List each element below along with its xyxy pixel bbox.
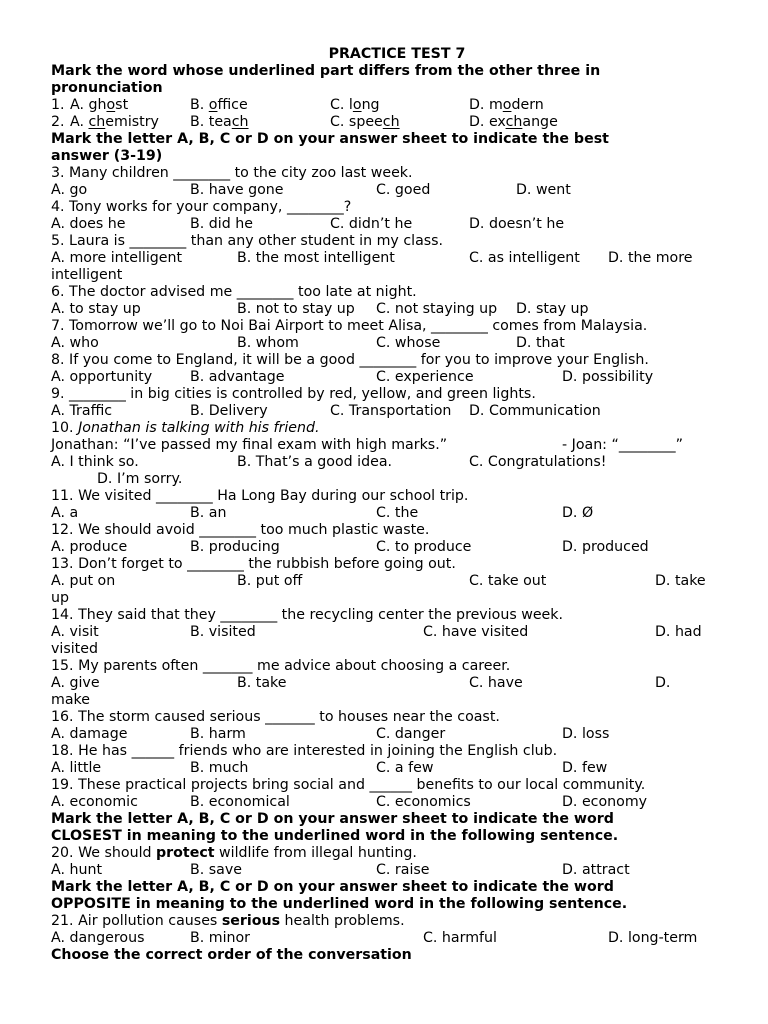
- question-16-options: [51, 726, 731, 743]
- option-c[interactable]: C. take out: [469, 573, 547, 589]
- dialog-line-joan: - Joan: “________”: [562, 437, 683, 453]
- option-d[interactable]: D. take: [655, 573, 706, 589]
- option-d[interactable]: D. produced: [562, 539, 649, 555]
- question-1-options: [51, 97, 731, 114]
- option-c[interactable]: C. danger: [376, 726, 446, 742]
- section-heading-pronunciation: Mark the word whose underlined part differs from the other three in: [51, 63, 601, 79]
- option-c[interactable]: C. have visited: [423, 624, 529, 640]
- option-a[interactable]: A. visit: [51, 624, 99, 640]
- option-c[interactable]: C. as intelligent: [469, 250, 580, 266]
- question-15-options: [51, 675, 731, 692]
- option-a[interactable]: A. dangerous: [51, 930, 145, 946]
- option-d[interactable]: D. doesn’t he: [469, 216, 565, 232]
- option-c[interactable]: C. Congratulations!: [469, 454, 607, 470]
- question-11-stem: 11. We visited ________ Ha Long Bay during our school trip.: [51, 488, 469, 504]
- option-c[interactable]: C. raise: [376, 862, 430, 878]
- section-heading-opposite-cont: OPPOSITE in meaning to the underlined word in the following sentence.: [51, 896, 628, 912]
- question-5-options: [51, 250, 731, 267]
- option-b[interactable]: B. whom: [237, 335, 299, 351]
- question-number: 1.: [51, 97, 65, 113]
- option-a[interactable]: A. hunt: [51, 862, 103, 878]
- option-b[interactable]: B. did he: [190, 216, 253, 232]
- question-20-stem: 20. We should protect wildlife from illegal hunting.: [51, 845, 417, 861]
- question-20-options: [51, 862, 731, 879]
- question-11-options: [51, 505, 731, 522]
- option-d[interactable]: D. long-term: [608, 930, 698, 946]
- option-a[interactable]: A. who: [51, 335, 99, 351]
- option-b[interactable]: B. economical: [190, 794, 290, 810]
- option-d[interactable]: D. that: [516, 335, 565, 351]
- option-a[interactable]: A. produce: [51, 539, 128, 555]
- option-d[interactable]: D. economy: [562, 794, 648, 810]
- option-d[interactable]: D.: [655, 675, 671, 691]
- test-page: [51, 46, 731, 964]
- question-21-stem: 21. Air pollution causes serious health problems.: [51, 913, 405, 929]
- option-b[interactable]: B. much: [190, 760, 249, 776]
- question-16-stem: 16. The storm caused serious _______ to houses near the coast.: [51, 709, 500, 725]
- option-c[interactable]: C. Transportation: [330, 403, 452, 419]
- option-b[interactable]: B. minor: [190, 930, 251, 946]
- question-6-options: [51, 301, 731, 318]
- option-d[interactable]: D. stay up: [516, 301, 589, 317]
- option-a[interactable]: A. little: [51, 760, 102, 776]
- option-a[interactable]: A. ghost: [70, 97, 129, 113]
- option-b[interactable]: B. take: [237, 675, 287, 691]
- page-title: PRACTICE TEST 7: [328, 46, 466, 62]
- option-d[interactable]: D. had: [655, 624, 702, 640]
- question-15-stem: 15. My parents often _______ me advice about choosing a career.: [51, 658, 511, 674]
- option-c[interactable]: C. goed: [376, 182, 431, 198]
- option-c[interactable]: C. have: [469, 675, 523, 691]
- section-heading-closest: Mark the letter A, B, C or D on your answer sheet to indicate the word: [51, 811, 614, 827]
- option-d[interactable]: D. the more: [608, 250, 693, 266]
- option-a[interactable]: A. give: [51, 675, 100, 691]
- option-c[interactable]: C. not staying up: [376, 301, 498, 317]
- option-c[interactable]: C. whose: [376, 335, 441, 351]
- question-7-options: [51, 335, 731, 352]
- keyword: protect: [156, 845, 215, 861]
- option-b[interactable]: B. an: [190, 505, 227, 521]
- option-a[interactable]: A. put on: [51, 573, 116, 589]
- option-a[interactable]: A. Traffic: [51, 403, 113, 419]
- option-d[interactable]: D. went: [516, 182, 571, 198]
- section-heading-best-answer-cont: answer (3-19): [51, 148, 163, 164]
- question-19-options: [51, 794, 731, 811]
- option-c[interactable]: C. harmful: [423, 930, 497, 946]
- option-a[interactable]: A. does he: [51, 216, 126, 232]
- option-b[interactable]: B. put off: [237, 573, 303, 589]
- question-10-options: [51, 454, 731, 471]
- question-13-options: [51, 573, 731, 590]
- question-3-stem: 3. Many children ________ to the city zoo last week.: [51, 165, 413, 181]
- question-number: 2.: [51, 114, 65, 130]
- dialog-line-jonathan: Jonathan: “I’ve passed my final exam with high marks.”: [51, 437, 448, 453]
- option-a[interactable]: A. to stay up: [51, 301, 141, 317]
- option-b[interactable]: B. save: [190, 862, 242, 878]
- option-d[interactable]: D. exchange: [469, 114, 558, 130]
- option-b[interactable]: B. producing: [190, 539, 280, 555]
- question-12-options: [51, 539, 731, 556]
- option-a[interactable]: A. a: [51, 505, 79, 521]
- option-c[interactable]: C. a few: [376, 760, 434, 776]
- question-4-options: [51, 216, 731, 233]
- question-5-stem: 5. Laura is ________ than any other student in my class.: [51, 233, 444, 249]
- question-9-stem: 9. ________ in big cities is controlled by red, yellow, and green lights.: [51, 386, 536, 402]
- question-13-stem: 13. Don’t forget to ________ the rubbish before going out.: [51, 556, 456, 572]
- option-a[interactable]: A. I think so.: [51, 454, 139, 470]
- option-c[interactable]: C. long: [330, 97, 380, 113]
- option-a[interactable]: A. more intelligent: [51, 250, 183, 266]
- question-19-stem: 19. These practical projects bring social and ______ benefits to our local community.: [51, 777, 646, 793]
- option-a[interactable]: A. opportunity: [51, 369, 153, 385]
- question-3-options: [51, 182, 731, 199]
- keyword: serious: [221, 913, 281, 929]
- option-d[interactable]: D. loss: [562, 726, 610, 742]
- question-4-stem: 4. Tony works for your company, ________?: [51, 199, 352, 215]
- option-d[interactable]: D. possibility: [562, 369, 654, 385]
- option-d[interactable]: D. attract: [562, 862, 630, 878]
- question-6-stem: 6. The doctor advised me ________ too late at night.: [51, 284, 417, 300]
- question-14-stem: 14. They said that they ________ the recycling center the previous week.: [51, 607, 564, 623]
- section-heading-conversation: Choose the correct order of the conversation: [51, 947, 412, 963]
- option-b[interactable]: B. harm: [190, 726, 246, 742]
- option-d[interactable]: D. modern: [469, 97, 544, 113]
- option-b[interactable]: B. teach: [190, 114, 249, 130]
- option-b[interactable]: B. That’s a good idea.: [237, 454, 393, 470]
- option-b[interactable]: B. visited: [190, 624, 256, 640]
- option-a[interactable]: A. chemistry: [70, 114, 159, 130]
- option-b[interactable]: B. office: [190, 97, 248, 113]
- option-c[interactable]: C. to produce: [376, 539, 472, 555]
- question-2-options: [51, 114, 731, 131]
- option-d[interactable]: D. few: [562, 760, 608, 776]
- option-d-wrap: visited: [51, 641, 98, 657]
- question-10-options-cont: [51, 471, 731, 488]
- option-c[interactable]: C. the: [376, 505, 419, 521]
- question-10-dialog: [51, 437, 731, 454]
- option-a[interactable]: A. damage: [51, 726, 128, 742]
- option-c[interactable]: C. speech: [330, 114, 400, 130]
- option-d-wrap: make: [51, 692, 90, 708]
- option-a[interactable]: A. go: [51, 182, 88, 198]
- option-c[interactable]: C. economics: [376, 794, 471, 810]
- question-18-stem: 18. He has ______ friends who are interested in joining the English club.: [51, 743, 558, 759]
- question-8-stem: 8. If you come to England, it will be a good ________ for you to improve your English.: [51, 352, 649, 368]
- section-heading-best-answer: Mark the letter A, B, C or D on your answer sheet to indicate the best: [51, 131, 609, 147]
- section-heading-opposite: Mark the letter A, B, C or D on your answer sheet to indicate the word: [51, 879, 614, 895]
- option-d-wrap: intelligent: [51, 267, 123, 283]
- question-8-options: [51, 369, 731, 386]
- option-d[interactable]: D. I’m sorry.: [97, 471, 183, 487]
- question-21-options: [51, 930, 731, 947]
- question-10-stem: 10. Jonathan is talking with his friend.: [51, 420, 320, 436]
- question-18-options: [51, 760, 731, 777]
- option-b[interactable]: B. advantage: [190, 369, 285, 385]
- option-b[interactable]: B. Delivery: [190, 403, 268, 419]
- option-a[interactable]: A. economic: [51, 794, 138, 810]
- option-d[interactable]: D. Ø: [562, 505, 594, 521]
- option-b[interactable]: B. not to stay up: [237, 301, 355, 317]
- question-10-context: Jonathan is talking with his friend.: [78, 420, 320, 436]
- option-c[interactable]: C. experience: [376, 369, 474, 385]
- option-d-wrap: up: [51, 590, 69, 606]
- question-14-options: [51, 624, 731, 641]
- option-d[interactable]: D. Communication: [469, 403, 601, 419]
- section-heading-closest-cont: CLOSEST in meaning to the underlined word in the following sentence.: [51, 828, 619, 844]
- question-12-stem: 12. We should avoid ________ too much plastic waste.: [51, 522, 430, 538]
- section-heading-pronunciation-cont: pronunciation: [51, 80, 163, 96]
- question-7-stem: 7. Tomorrow we’ll go to Noi Bai Airport to meet Alisa, ________ comes from Malaysia.: [51, 318, 648, 334]
- question-9-options: [51, 403, 731, 420]
- option-b[interactable]: B. the most intelligent: [237, 250, 395, 266]
- option-b[interactable]: B. have gone: [190, 182, 284, 198]
- option-c[interactable]: C. didn’t he: [330, 216, 413, 232]
